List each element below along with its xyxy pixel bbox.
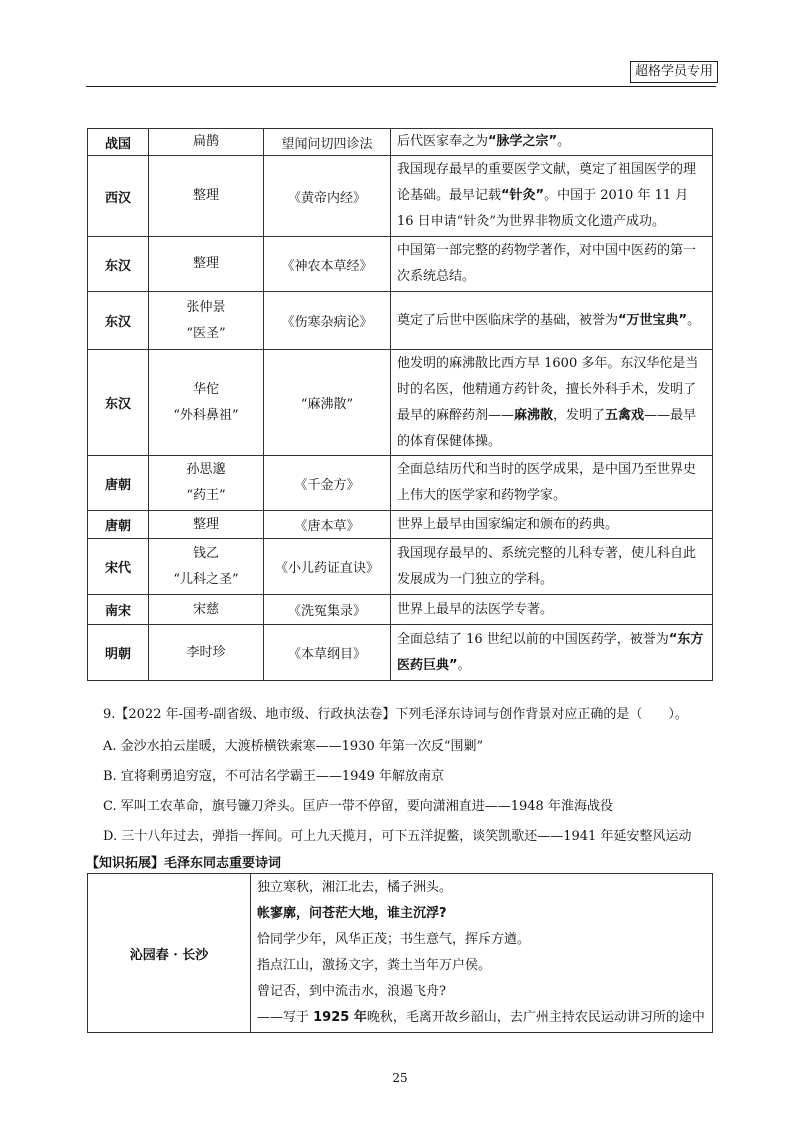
work-cell: “麻沸散” bbox=[264, 350, 391, 456]
poem-line: 帐寥廓，问苍茫大地，谁主沉浮? bbox=[257, 906, 447, 921]
poem-note: ——写于 1925 年晚秋，毛离开故乡韶山，去广州主持农民运动讲习所的途中 bbox=[257, 1010, 705, 1025]
table-row bbox=[88, 456, 713, 511]
description-cell: 全面总结了 16 世纪以前的中国医药学，被誉为“东方医药巨典”。 bbox=[391, 625, 713, 681]
description-cell: 全面总结历代和当时的医学成果，是中国乃至世界史上伟大的医学家和药物学家。 bbox=[391, 456, 713, 511]
description-cell: 我国现存最早的重要医学文献，奠定了祖国医学的理论基础。最早记载“针灸”。中国于 2010 年 11 月 16 日申请“针灸”为世界非物质文化遗产成功。 bbox=[391, 156, 713, 237]
table-row bbox=[88, 595, 713, 625]
dynasty-cell: 唐朝 bbox=[88, 456, 149, 511]
dynasty-cell: 西汉 bbox=[88, 156, 149, 237]
poem-lines bbox=[251, 874, 713, 1033]
poem-title: 沁园春 · 长沙 bbox=[88, 874, 251, 1033]
person-cell: 张仲景 “医圣” bbox=[149, 292, 264, 350]
poem-line: 恰同学少年，风华正茂；书生意气，挥斥方遒。 bbox=[257, 932, 531, 947]
person-cell: 整理 bbox=[149, 237, 264, 292]
person-cell: 华佗 “外科鼻祖” bbox=[149, 350, 264, 456]
poem-line: 曾记否，到中流击水，浪遏飞舟? bbox=[257, 984, 446, 999]
table-row bbox=[88, 625, 713, 681]
description-cell: 他发明的麻沸散比西方早 1600 多年。东汉华佗是当时的名医，他精通方药针灸，擅长外科手术，发明了最早的麻醉药剂——麻沸散，发明了五禽戏——最早的体育保健体操。 bbox=[391, 350, 713, 456]
person-cell: 整理 bbox=[149, 156, 264, 237]
option-b[interactable]: B. 宜将剩勇追穷寇，不可沽名学霸王——1949 年解放南京 bbox=[103, 769, 445, 784]
poem-line: 指点江山，激扬文字，粪土当年万户侯。 bbox=[257, 958, 492, 973]
description-cell: 我国现存最早的、系统完整的儿科专著，使儿科自此发展成为一门独立的学科。 bbox=[391, 539, 713, 595]
work-cell: 《千金方》 bbox=[264, 456, 391, 511]
work-cell: 《神农本草经》 bbox=[264, 237, 391, 292]
table-row bbox=[88, 237, 713, 292]
dynasty-cell: 唐朝 bbox=[88, 511, 149, 539]
description-cell: 后代医家奉之为“脉学之宗”。 bbox=[391, 129, 713, 156]
dynasty-cell: 东汉 bbox=[88, 237, 149, 292]
poem-line: 独立寒秋，湘江北去，橘子洲头。 bbox=[257, 880, 453, 895]
person-cell: 整理 bbox=[149, 511, 264, 539]
description-cell: 世界上最早的法医学专著。 bbox=[391, 595, 713, 625]
person-cell: 李时珍 bbox=[149, 625, 264, 681]
person-cell: 钱乙 “儿科之圣” bbox=[149, 539, 264, 595]
description-cell: 世界上最早由国家编定和颁布的药典。 bbox=[391, 511, 713, 539]
work-cell: 《黄帝内经》 bbox=[264, 156, 391, 237]
table-row bbox=[88, 539, 713, 595]
dynasty-cell: 东汉 bbox=[88, 292, 149, 350]
table-row bbox=[88, 350, 713, 456]
table-row bbox=[88, 511, 713, 539]
option-a[interactable]: A. 金沙水拍云崖暖，大渡桥横铁索寒——1930 年第一次反“围剿” bbox=[103, 739, 484, 754]
work-cell: 《唐本草》 bbox=[264, 511, 391, 539]
medical-history-table bbox=[87, 128, 713, 681]
option-c[interactable]: C. 军叫工农革命，旗号镰刀斧头。匡庐一带不停留，要向潇湘直进——1948 年淮海战役 bbox=[103, 799, 613, 814]
table-row bbox=[88, 129, 713, 156]
dynasty-cell: 东汉 bbox=[88, 350, 149, 456]
knowledge-extension-title: 【知识拓展】毛泽东同志重要诗词 bbox=[86, 856, 282, 871]
header-rule bbox=[86, 86, 716, 87]
table-row bbox=[88, 156, 713, 237]
person-cell: 宋慈 bbox=[149, 595, 264, 625]
table-row bbox=[88, 874, 713, 1033]
description-cell: 中国第一部完整的药物学著作，对中国中医药的第一次系统总结。 bbox=[391, 237, 713, 292]
page-number: 25 bbox=[392, 1071, 408, 1085]
work-cell: 《伤寒杂病论》 bbox=[264, 292, 391, 350]
poem-table bbox=[87, 873, 713, 1033]
description-cell: 奠定了后世中医临床学的基础，被誉为“万世宝典”。 bbox=[391, 292, 713, 350]
dynasty-cell: 宋代 bbox=[88, 539, 149, 595]
person-cell: 孙思邈 “药王” bbox=[149, 456, 264, 511]
work-cell: 《本草纲目》 bbox=[264, 625, 391, 681]
option-d[interactable]: D. 三十八年过去，弹指一挥间。可上九天揽月，可下五洋捉鳖，谈笑凯歌还——1941 年延安整风运动 bbox=[103, 829, 692, 844]
person-cell: 扁鹊 bbox=[149, 129, 264, 156]
work-cell: 《洗冤集录》 bbox=[264, 595, 391, 625]
dynasty-cell: 南宋 bbox=[88, 595, 149, 625]
question-stem: 9.【2022 年-国考-副省级、地市级、行政执法卷】下列毛泽东诗词与创作背景对应正确的是（ ）。 bbox=[103, 707, 688, 722]
table-row bbox=[88, 292, 713, 350]
dynasty-cell: 战国 bbox=[88, 129, 149, 156]
work-cell: 望闻问切四诊法 bbox=[264, 129, 391, 156]
exclusive-tag: 超格学员专用 bbox=[630, 61, 718, 83]
dynasty-cell: 明朝 bbox=[88, 625, 149, 681]
work-cell: 《小儿药证直诀》 bbox=[264, 539, 391, 595]
